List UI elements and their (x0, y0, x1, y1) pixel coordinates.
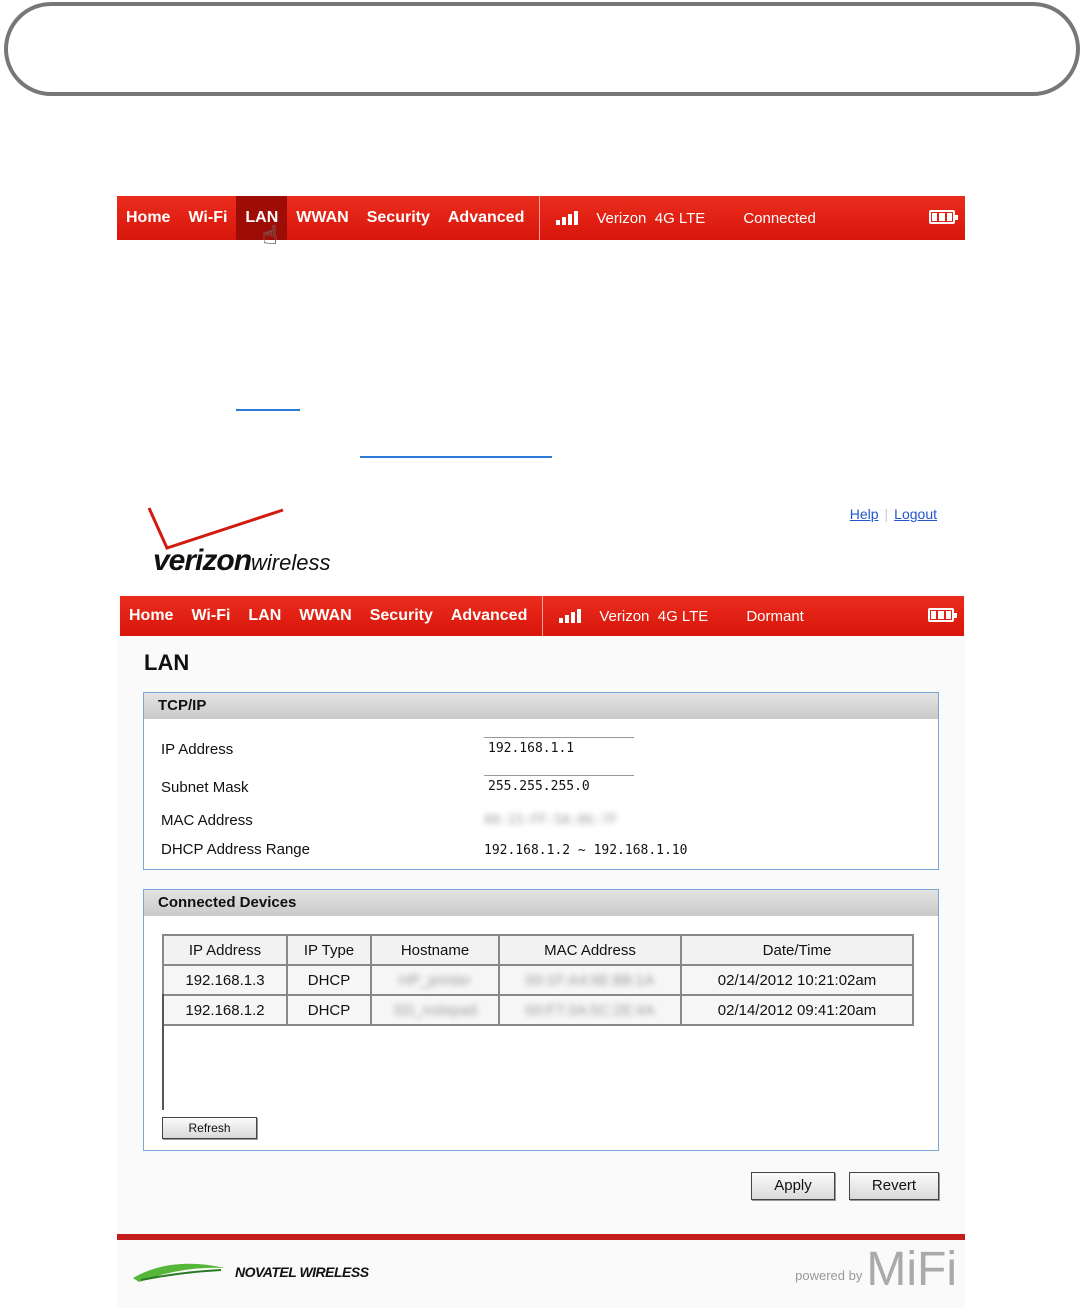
connection-state: Dormant (746, 607, 804, 625)
cell-hostname: HP_printer (372, 966, 498, 994)
subnet-mask-input[interactable]: 255.255.255.0 (484, 775, 634, 797)
nav-advanced[interactable]: Advanced (450, 607, 528, 624)
novatel-swoosh-icon (131, 1260, 227, 1284)
network-type: 4G LTE (654, 209, 706, 227)
verizon-logo: verizonwireless (153, 544, 331, 577)
connection-status (549, 596, 804, 636)
tcpip-legend: TCP/IP (144, 693, 938, 719)
mifi-text: MiFi (866, 1243, 957, 1296)
nav-advanced[interactable]: Advanced (447, 209, 525, 226)
network-type: 4G LTE (657, 607, 709, 625)
link-underline (236, 409, 300, 411)
logout-link[interactable]: Logout (894, 506, 937, 522)
devices-legend: Connected Devices (144, 890, 938, 916)
cell-mac: 00:1F:A4:9E:8B:1A (500, 966, 680, 994)
novatel-text: NOVATEL WIRELESS (235, 1264, 369, 1280)
help-link[interactable]: Help (849, 506, 879, 522)
refresh-button[interactable]: Refresh (162, 1117, 257, 1139)
nav-wifi[interactable]: Wi-Fi (188, 209, 228, 226)
nav-separator (542, 596, 543, 636)
footer-divider (117, 1234, 965, 1240)
apply-button[interactable]: Apply (751, 1172, 835, 1200)
column-header: Hostname (372, 936, 498, 964)
cell-hostname: SD_notepad (372, 996, 498, 1024)
cell-datetime: 02/14/2012 10:21:02am (682, 966, 912, 994)
connected-devices-section (143, 889, 939, 1151)
cell-ip: 192.168.1.2 (164, 996, 286, 1024)
link-underline (360, 456, 552, 458)
connection-status (546, 196, 816, 240)
cell-datetime: 02/14/2012 09:41:20am (682, 996, 912, 1024)
ip-address-input[interactable]: 192.168.1.1 (484, 737, 634, 759)
cell-type: DHCP (288, 996, 370, 1024)
cell-ip: 192.168.1.3 (164, 966, 286, 994)
dhcp-range-value: 192.168.1.2 ~ 192.168.1.10 (484, 843, 688, 858)
tcpip-section (143, 692, 939, 870)
nav-wifi[interactable]: Wi-Fi (191, 607, 231, 624)
devices-table (162, 934, 914, 1026)
page-header (117, 482, 965, 594)
column-header: IP Type (288, 936, 370, 964)
nav-separator (539, 196, 540, 240)
nav-lan[interactable]: LAN (248, 607, 282, 624)
table-row[interactable] (164, 996, 912, 1024)
table-header-row (164, 936, 912, 964)
nav-wwan[interactable]: WWAN (296, 209, 349, 226)
signal-icon (559, 609, 581, 623)
signal-icon (556, 211, 578, 225)
table-row[interactable] (164, 966, 912, 994)
column-header: IP Address (164, 936, 286, 964)
cell-type: DHCP (288, 966, 370, 994)
mifi-logo (795, 1242, 957, 1297)
lan-settings-screenshot (117, 482, 965, 1308)
subnet-mask-label: Subnet Mask (161, 779, 249, 796)
top-banner (4, 2, 1080, 96)
battery-icon (928, 608, 954, 622)
link-divider: | (884, 506, 889, 522)
nav-security[interactable]: Security (366, 209, 430, 226)
column-header: Date/Time (682, 936, 912, 964)
revert-button[interactable]: Revert (849, 1172, 939, 1200)
table-border (162, 994, 164, 1110)
nav-bar (120, 596, 964, 636)
connection-state: Connected (743, 209, 816, 227)
mac-address-label: MAC Address (161, 812, 253, 829)
nav-wwan[interactable]: WWAN (299, 607, 352, 624)
page-title: LAN (144, 650, 190, 675)
mac-address-value: 00:15:FF:5A:86:7F (484, 813, 618, 828)
column-header: MAC Address (500, 936, 680, 964)
header-links (850, 506, 937, 522)
nav-bar-example (117, 196, 965, 240)
hand-cursor-icon: ☝ (262, 220, 278, 250)
carrier-name: Verizon (599, 607, 650, 625)
nav-home[interactable]: Home (126, 209, 171, 226)
dhcp-range-label: DHCP Address Range (161, 841, 310, 858)
nav-lan[interactable]: LAN (236, 196, 287, 240)
nav-security[interactable]: Security (369, 607, 433, 624)
battery-icon (929, 210, 955, 224)
ip-address-label: IP Address (161, 741, 234, 758)
novatel-logo (131, 1260, 369, 1284)
powered-by-text: powered by (795, 1268, 863, 1283)
cell-mac: 00:F7:3A:5C:2E:4A (500, 996, 680, 1024)
nav-home[interactable]: Home (129, 607, 174, 624)
carrier-name: Verizon (596, 209, 647, 227)
